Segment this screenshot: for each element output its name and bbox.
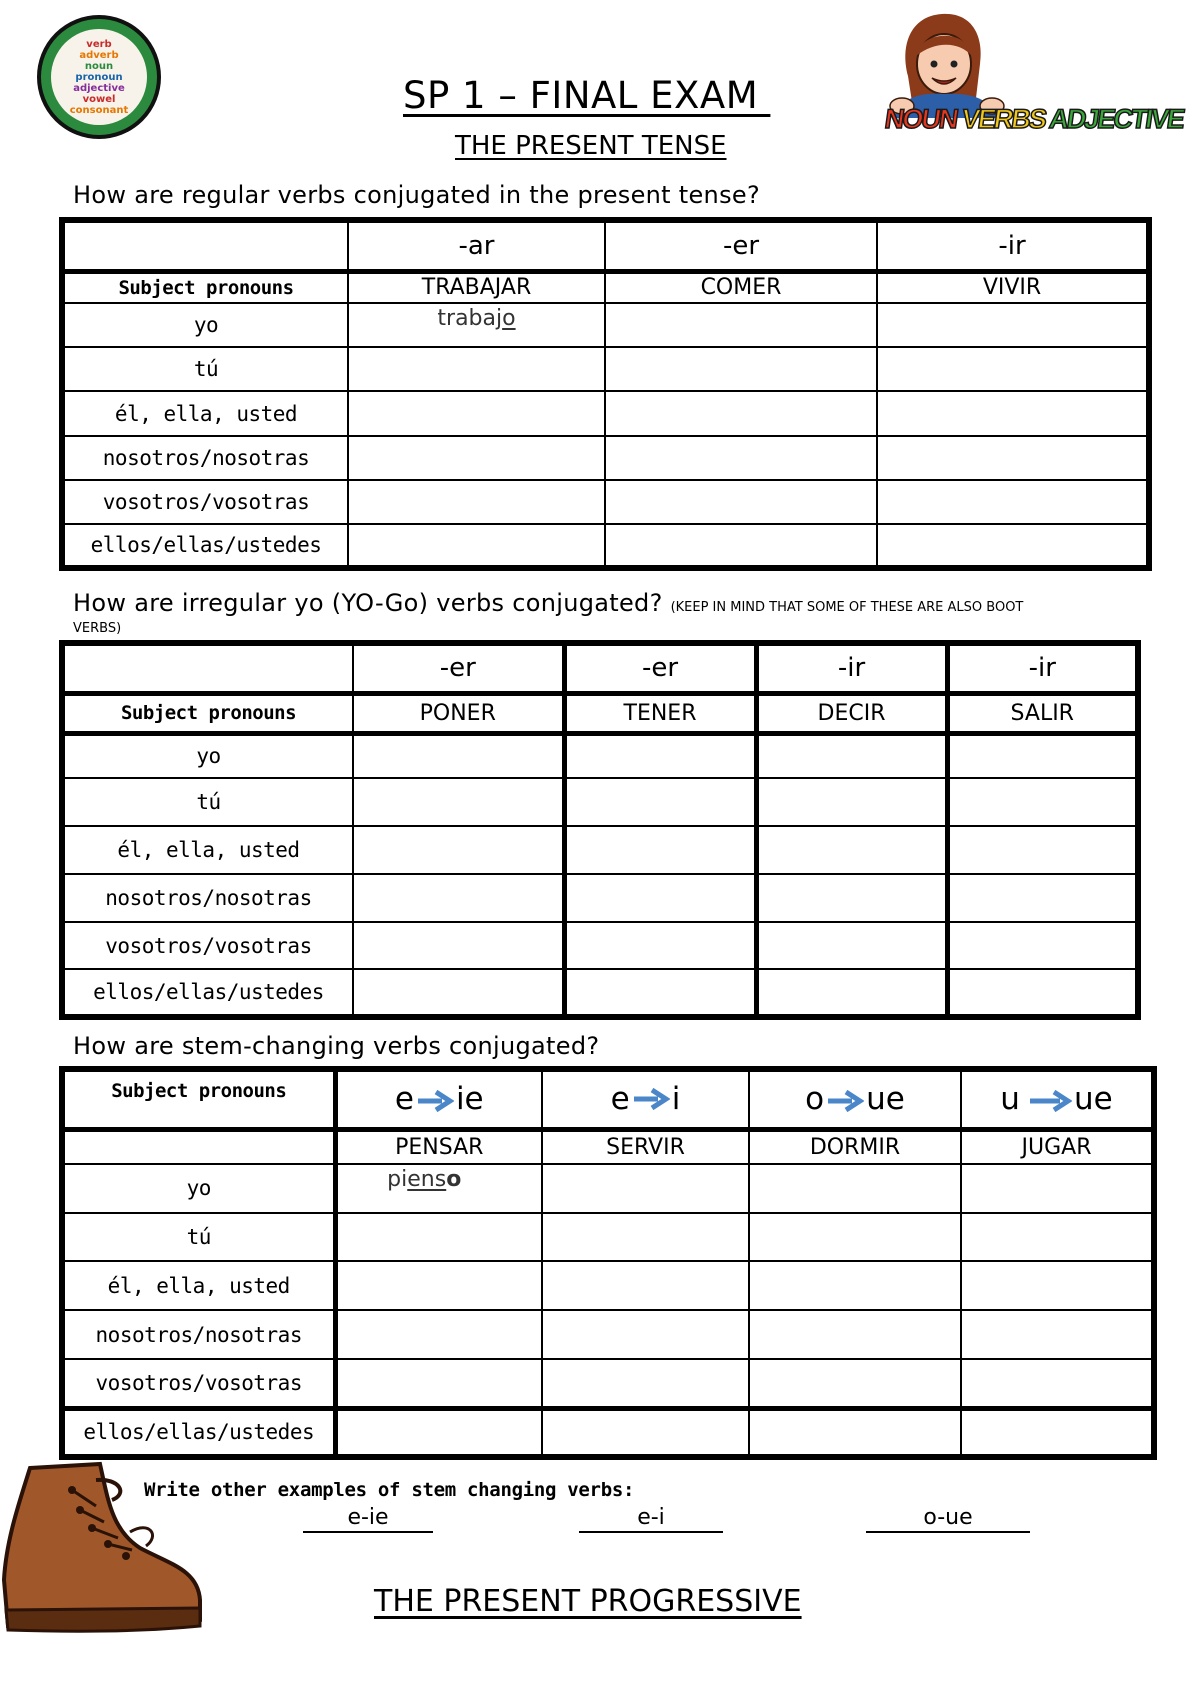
verbs-row [62,1129,1154,1164]
pronoun-cell: él, ella, usted [62,1261,335,1310]
example-stem: trabaj [437,306,503,332]
arrow-right-icon [416,1089,454,1113]
pronoun-cell: nosotros/nosotras [62,874,353,922]
pronoun-cell: tú [62,778,353,826]
pronoun-cell: yo [62,733,353,777]
answer-cell[interactable] [564,922,756,968]
answer-cell[interactable] [605,391,877,435]
verb-header: VIVIR [877,271,1149,303]
change-to: ue [1073,1081,1113,1118]
pronoun-cell: ellos/ellas/ustedes [62,524,348,568]
answer-cell[interactable] [749,1310,961,1359]
answer-cell[interactable] [348,524,605,568]
answer-cell[interactable] [542,1359,749,1408]
answer-cell[interactable] [564,733,756,777]
answer-cell[interactable] [749,1261,961,1310]
answer-cell[interactable] [353,778,564,826]
empty-cell [62,1129,335,1164]
logo-word: verb [86,38,112,50]
answer-cell[interactable] [605,347,877,391]
example-ending: o [446,1166,462,1192]
pronoun-cell: nosotros/nosotras [62,436,348,480]
pronoun-cell: ellos/ellas/ustedes [62,969,353,1017]
example-blank-e-i[interactable]: e-i [579,1505,723,1533]
answer-cell[interactable] [961,1261,1154,1310]
answer-cell[interactable] [335,1408,542,1457]
answer-cell[interactable] [564,874,756,922]
answer-cell[interactable] [961,1164,1154,1213]
table-row [62,1408,1154,1457]
parts-of-speech-banner [881,104,1186,148]
table-row [62,874,1138,922]
answer-cell[interactable] [542,1408,749,1457]
answer-cell[interactable] [605,303,877,347]
answer-cell[interactable] [564,826,756,874]
examples-prompt: Write other examples of stem changing verbs: [144,1479,635,1501]
verb-header: SALIR [947,693,1138,733]
pronoun-cell: yo [62,1164,335,1213]
pronoun-cell: tú [62,1213,335,1262]
regular-verbs-table [59,217,1152,571]
table-row [62,733,1138,777]
table-row [62,1164,1154,1213]
logo-word: pronoun [75,71,123,83]
change-from: u [1000,1081,1020,1118]
table-row [62,778,1138,826]
logo-word: adverb [79,49,119,61]
pronoun-header: Subject pronouns [62,693,353,733]
logo-word: consonant [69,104,129,116]
verbs-row [62,271,1149,303]
pronoun-header: Subject pronouns [62,271,348,303]
answer-cell[interactable] [542,1310,749,1359]
student-clipart [880,6,1050,118]
answer-cell[interactable] [605,524,877,568]
endings-row [62,220,1149,271]
table-row [62,922,1138,968]
example-blank-o-ue[interactable]: o-ue [866,1505,1030,1533]
answer-cell[interactable] [353,969,564,1017]
stem-change-header [961,1069,1154,1129]
regular-verbs-question: How are regular verbs conjugated in the present tense? [73,181,760,209]
answer-cell[interactable] [756,874,947,922]
ending-header: -ir [947,643,1138,693]
answer-cell[interactable] [947,826,1138,874]
answer-cell[interactable] [947,922,1138,968]
page-title: SP 1 – FINAL EXAM [403,74,771,117]
irregular-note: (KEEP IN MIND THAT SOME OF THESE ARE ALSO BOOT [670,600,1024,615]
answer-cell[interactable] [947,778,1138,826]
answer-cell[interactable] [877,391,1149,435]
answer-cell[interactable] [877,480,1149,524]
banner-adjective: ADJECTIVE [1047,104,1186,134]
banner-verbs: VERBS [959,104,1048,134]
verb-header: COMER [605,271,877,303]
pronoun-cell: vosotros/vosotras [62,480,348,524]
table-row [62,480,1149,524]
logo-word: adjective [73,82,125,94]
table-row [62,391,1149,435]
answer-cell[interactable] [335,1359,542,1408]
logo-word: vowel [82,93,116,105]
answer-cell[interactable] [877,303,1149,347]
answer-cell[interactable] [564,778,756,826]
table-row [62,1359,1154,1408]
answer-cell[interactable] [605,480,877,524]
answer-cell[interactable] [961,1310,1154,1359]
answer-cell[interactable] [348,391,605,435]
pronoun-cell: yo [62,303,348,347]
answer-cell[interactable] [947,969,1138,1017]
change-to: ue [866,1081,905,1118]
answer-cell[interactable] [877,347,1149,391]
answer-cell[interactable] [756,922,947,968]
irregular-note-continued: VERBS) [73,621,122,636]
section-heading-present-progressive: THE PRESENT PROGRESSIVE [374,1584,802,1619]
table-row [62,969,1138,1017]
parts-of-speech-logo [37,15,161,139]
answer-cell[interactable] [961,1359,1154,1408]
table-row [62,1310,1154,1359]
answer-cell[interactable] [961,1408,1154,1457]
answer-cell[interactable] [335,1261,542,1310]
example-ending: o [502,306,516,332]
verb-header: TENER [564,693,756,733]
pronoun-cell: vosotros/vosotras [62,1359,335,1408]
change-from: e [394,1081,414,1118]
ending-header: -er [605,220,877,271]
verb-header: JUGAR [961,1129,1154,1164]
answer-cell[interactable] [348,347,605,391]
stem-change-header [542,1069,749,1129]
answer-cell[interactable] [749,1408,961,1457]
arrow-right-icon [826,1089,864,1113]
answer-cell[interactable] [749,1164,961,1213]
ending-header: -ir [756,643,947,693]
answer-cell[interactable] [353,922,564,968]
ending-header: -ir [877,220,1149,271]
pronoun-cell: ellos/ellas/ustedes [62,1408,335,1457]
change-to: i [671,1081,681,1118]
answer-cell[interactable] [756,826,947,874]
answer-cell[interactable] [335,1310,542,1359]
verbs-row [62,693,1138,733]
answer-cell[interactable] [877,524,1149,568]
irregular-question-text: How are irregular yo (YO-Go) verbs conjugated? [73,589,663,617]
answer-cell[interactable] [564,969,756,1017]
verb-header: DECIR [756,693,947,733]
stem-changing-question: How are stem-changing verbs conjugated? [73,1032,600,1060]
irregular-verbs-table [59,640,1141,1020]
change-from: o [805,1081,825,1118]
irregular-verbs-question [73,589,1023,617]
answer-cell[interactable] [877,436,1149,480]
answer-cell[interactable] [749,1359,961,1408]
table-row [62,1213,1154,1262]
example-answer [335,1164,542,1213]
stem-change-header [749,1069,961,1129]
verb-header: TRABAJAR [348,271,605,303]
logo-word-list [51,29,147,125]
pronoun-header: Subject pronouns [62,1069,335,1129]
answer-cell[interactable] [542,1261,749,1310]
table-row [62,826,1138,874]
table-row [62,1261,1154,1310]
example-answer [348,303,605,347]
answer-cell[interactable] [756,733,947,777]
verb-header: PONER [353,693,564,733]
ending-header: -er [564,643,756,693]
example-blank-e-ie[interactable]: e-ie [303,1505,433,1533]
answer-cell[interactable] [542,1213,749,1262]
pronoun-cell: nosotros/nosotras [62,1310,335,1359]
answer-cell[interactable] [947,733,1138,777]
answer-cell[interactable] [353,826,564,874]
answer-cell[interactable] [353,874,564,922]
answer-cell[interactable] [348,480,605,524]
answer-cell[interactable] [961,1213,1154,1262]
ending-header: -ar [348,220,605,271]
stem-change-header [335,1069,542,1129]
arrow-right-icon [1028,1089,1072,1113]
table-row [62,347,1149,391]
pronoun-cell: tú [62,347,348,391]
pronoun-cell: él, ella, usted [62,826,353,874]
answer-cell[interactable] [353,733,564,777]
pronoun-cell: él, ella, usted [62,391,348,435]
answer-cell[interactable] [749,1213,961,1262]
pronoun-cell: vosotros/vosotras [62,922,353,968]
answer-cell[interactable] [542,1164,749,1213]
endings-row [62,643,1138,693]
table-row [62,436,1149,480]
answer-cell[interactable] [947,874,1138,922]
ending-header: -er [353,643,564,693]
page-subtitle: THE PRESENT TENSE [455,131,727,161]
answer-cell[interactable] [756,969,947,1017]
answer-cell[interactable] [756,778,947,826]
answer-cell[interactable] [348,436,605,480]
empty-cell [62,220,348,271]
change-to: ie [455,1081,484,1118]
example-stem-change: ens [407,1166,447,1192]
changes-row [62,1069,1154,1129]
verb-header: DORMIR [749,1129,961,1164]
table-row [62,303,1149,347]
stem-changing-table [59,1066,1157,1460]
table-row [62,524,1149,568]
answer-cell[interactable] [335,1213,542,1262]
logo-word: noun [84,60,114,72]
verb-header: PENSAR [335,1129,542,1164]
arrow-right-icon [632,1087,670,1111]
banner-noun: NOUN [882,104,959,134]
change-from: e [610,1081,630,1118]
verb-header: SERVIR [542,1129,749,1164]
answer-cell[interactable] [605,436,877,480]
empty-cell [62,643,353,693]
example-prefix: pi [387,1166,408,1192]
